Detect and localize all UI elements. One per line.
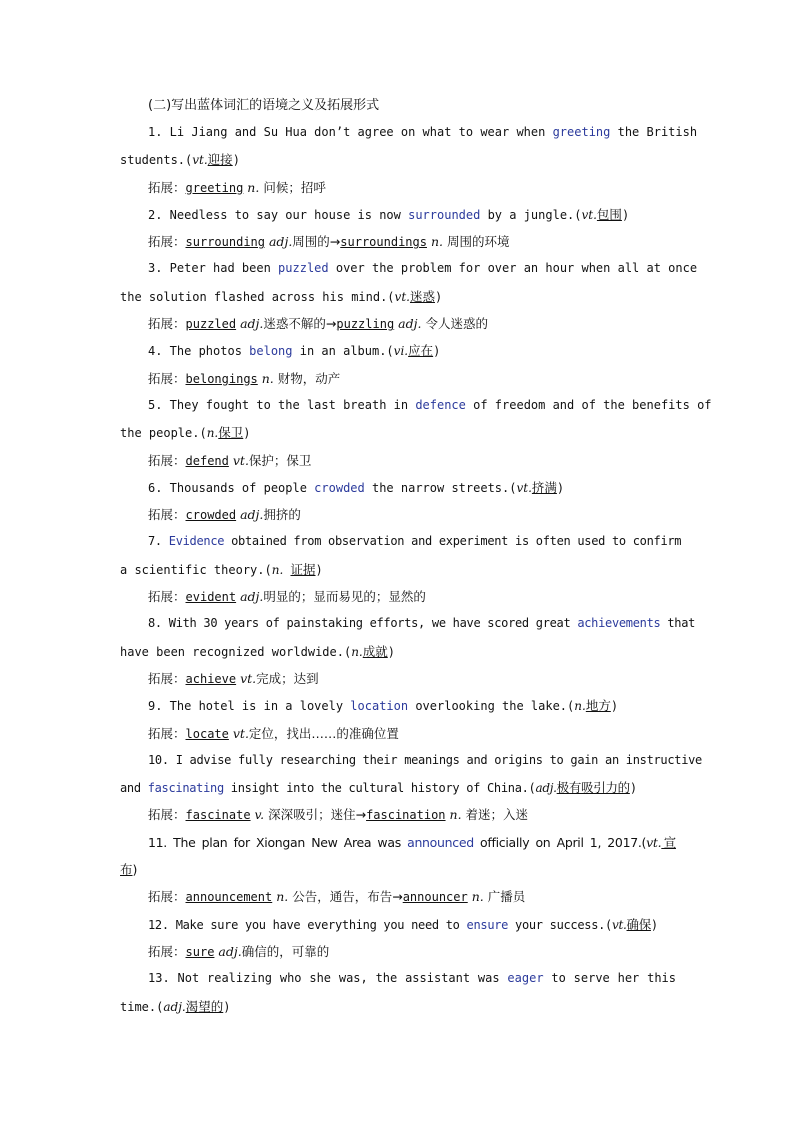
answer: 证据	[290, 561, 316, 577]
sentence-8-line-2: have been recognized worldwide.(n.成就)	[120, 643, 395, 659]
answer: 保卫	[218, 425, 244, 441]
sentence-5-line-1: 5. They fought to the last breath in defence of freedom and of the benefits of	[148, 397, 712, 412]
sentence-1-line-1: 1. Li Jiang and Su Hua don’t agree on what to wear when greeting the British	[148, 125, 698, 139]
extension-10: 拓展：fascinate v. 深深吸引；迷住→fascination n. 着迷；入迷	[148, 807, 529, 823]
sentence-8-line-1: 8. With 30 years of painstaking efforts, we have scored great achievements that	[148, 616, 696, 631]
answer: 迷惑	[409, 288, 435, 304]
sentence-11-line-1: 11. The plan for Xiongan New Area was announced officially on April 1, 2017.(vt.宣	[148, 834, 676, 850]
answer: 迎接	[207, 152, 233, 168]
keyword-ensure: ensure	[466, 917, 509, 932]
sentence-3-line-1: 3. Peter had been puzzled over the problem for over an hour when all at once	[148, 261, 698, 276]
sentence-13-line-1: 13. Not realizing who she was, the assistant was eager to serve her this	[148, 971, 676, 986]
extension-9: 拓展：locate vt.定位，找出……的准确位置	[148, 725, 399, 741]
extension-3: 拓展：puzzled adj.迷惑不解的→puzzling adj. 令人迷惑的	[148, 316, 488, 332]
extension-6: 拓展：crowded adj.拥挤的	[148, 507, 301, 523]
answer-part-2: 布	[120, 862, 133, 878]
keyword-surrounded: surrounded	[408, 207, 481, 222]
sentence-3-line-2: the solution flashed across his mind.(vt.迷惑)	[120, 288, 443, 304]
keyword-belong: belong	[249, 344, 293, 359]
sentence-10-line-1: 10. I advise fully researching their meanings and origins to gain an instructive	[148, 752, 702, 767]
sentence-13-line-2: time.(adj.渴望的)	[120, 998, 231, 1014]
extension-8: 拓展：achieve vt.完成；达到	[148, 670, 319, 686]
section-heading: (二)写出蓝体词汇的语境之义及拓展形式	[148, 98, 380, 113]
keyword-fascinating: fascinating	[147, 781, 224, 796]
extension-7: 拓展：evident adj.明显的；显而易见的；显然的	[148, 589, 426, 605]
sentence-6: 6. Thousands of people crowded the narrow streets.(vt.挤满)	[148, 479, 565, 495]
answer: 极有吸引力的	[556, 780, 630, 796]
keyword-eager: eager	[507, 971, 544, 986]
extension-5: 拓展：defend vt.保护；保卫	[148, 452, 312, 468]
answer: 包围	[596, 206, 622, 222]
answer: 确保	[626, 916, 651, 932]
keyword-crowded: crowded	[314, 480, 365, 495]
keyword-greeting: greeting	[552, 125, 611, 139]
sentence-7-line-1: 7. Evidence obtained from observation and experiment is often used to confirm	[148, 534, 682, 549]
sentence-9: 9. The hotel is in a lovely location overlooking the lake.(n.地方)	[148, 698, 619, 714]
extension-4: 拓展：belongings n. 财物，动产	[148, 370, 341, 386]
sentence-5-line-2: the people.(n.保卫)	[120, 425, 251, 441]
sentence-7-line-2: a scientific theory.(n. 证据)	[120, 561, 323, 577]
sentence-1-line-2: students.(vt.迎接)	[120, 152, 240, 168]
sentence-4: 4. The photos belong in an album.(vi.应在)	[148, 343, 441, 359]
sentence-10-line-2: and fascinating insight into the cultural history of China.(adj.极有吸引力的)	[120, 780, 637, 796]
extension-11: 拓展：announcement n. 公告，通告，布告→announcer n. 广播员	[148, 889, 526, 905]
answer: 地方	[585, 698, 611, 714]
answer-part-1: 宣	[661, 834, 676, 850]
exercise-page	[120, 92, 712, 1020]
keyword-announced: announced	[407, 834, 474, 850]
keyword-puzzled: puzzled	[278, 261, 329, 276]
answer: 渴望的	[185, 998, 224, 1014]
keyword-evidence: Evidence	[168, 534, 225, 549]
extension-1: 拓展：greeting n. 问候；招呼	[148, 179, 326, 195]
answer: 应在	[408, 343, 434, 359]
sentence-11-line-2: 布)	[120, 862, 138, 878]
keyword-achievements: achievements	[577, 616, 661, 631]
extension-12: 拓展：sure adj.确信的，可靠的	[148, 943, 330, 959]
answer: 成就	[362, 643, 388, 659]
sentence-2: 2. Needless to say our house is now surrounded by a jungle.(vt.包围)	[148, 206, 630, 222]
answer: 挤满	[531, 479, 557, 495]
sentence-12: 12. Make sure you have everything you need to ensure your success.(vt.确保)	[148, 916, 658, 932]
extension-2: 拓展：surrounding adj.周围的→surroundings n. 周围的环境	[148, 234, 510, 250]
keyword-defence: defence	[415, 397, 466, 412]
keyword-location: location	[350, 699, 409, 714]
